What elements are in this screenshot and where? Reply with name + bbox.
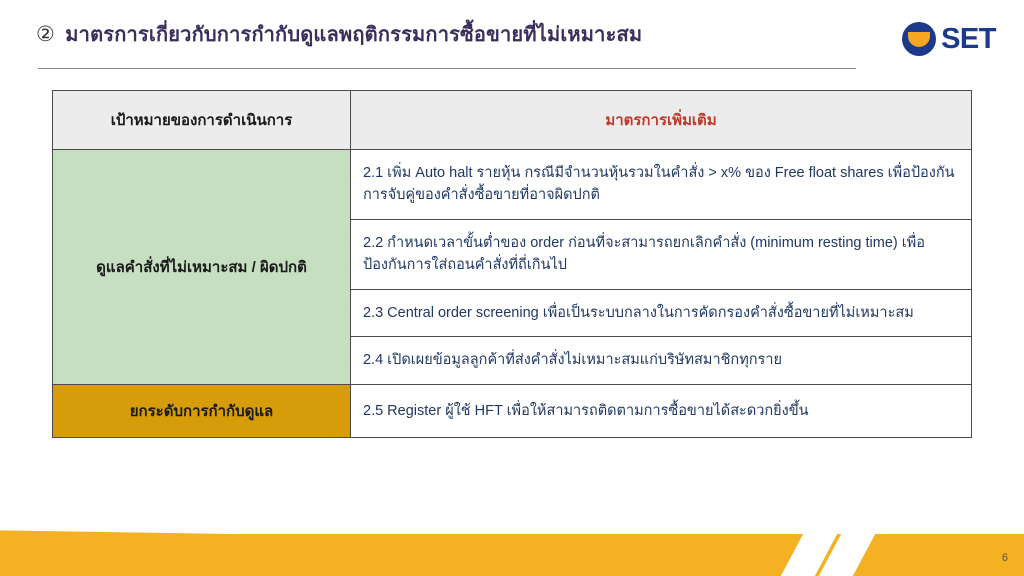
page-title: มาตรการเกี่ยวกับการกำกับดูแลพฤติกรรมการซื้อขายที่ไม่เหมาะสม <box>65 24 643 46</box>
goal-cell-supervision: ยกระดับการกำกับดูแล <box>53 384 351 437</box>
measure-cell-2-1: 2.1 เพิ่ม Auto halt รายหุ้น กรณีมีจำนวนหุ้นรวมในคำสั่ง > x% ของ Free float shares เพื่อป้องกันการจับคู่ของคำสั่งซื้อขายที่อาจผิดปกติ <box>351 150 972 220</box>
table-header-row <box>53 91 972 150</box>
section-number: ② <box>36 22 55 46</box>
measures-table <box>52 90 972 438</box>
set-logo-text: SET <box>941 22 996 55</box>
goal-cell-inappropriate-orders: ดูแลคำสั่งที่ไม่เหมาะสม / ผิดปกติ <box>53 150 351 385</box>
slide-header <box>36 18 1000 74</box>
header-divider <box>38 68 856 69</box>
page-number: 6 <box>1001 552 1008 564</box>
set-circle-mark-icon <box>902 22 936 56</box>
set-logo <box>902 22 996 56</box>
measure-cell-2-3: 2.3 Central order screening เพื่อเป็นระบบกลางในการคัดกรองคำสั่งซื้อขายที่ไม่เหมาะสม <box>351 289 972 336</box>
column-header-goal: เป้าหมายของการดำเนินการ <box>53 91 351 150</box>
column-header-measure: มาตรการเพิ่มเติม <box>351 91 972 150</box>
measure-cell-2-5: 2.5 Register ผู้ใช้ HFT เพื่อให้สามารถติดตามการซื้อขายได้สะดวกยิ่งขึ้น <box>351 384 972 437</box>
measure-cell-2-2: 2.2 กำหนดเวลาขั้นต่ำของ order ก่อนที่จะสามารถยกเลิกคำสั่ง (minimum resting time) เพื่อป้องกันการใส่ถอนคำสั่งที่ถี่เกินไป <box>351 219 972 289</box>
footer-band <box>0 534 1024 576</box>
measures-table-container <box>52 90 972 438</box>
table-row <box>53 384 972 437</box>
table-row <box>53 150 972 220</box>
measure-cell-2-4: 2.4 เปิดเผยข้อมูลลูกค้าที่ส่งคำสั่งไม่เหมาะสมแก่บริษัทสมาชิกทุกราย <box>351 337 972 384</box>
